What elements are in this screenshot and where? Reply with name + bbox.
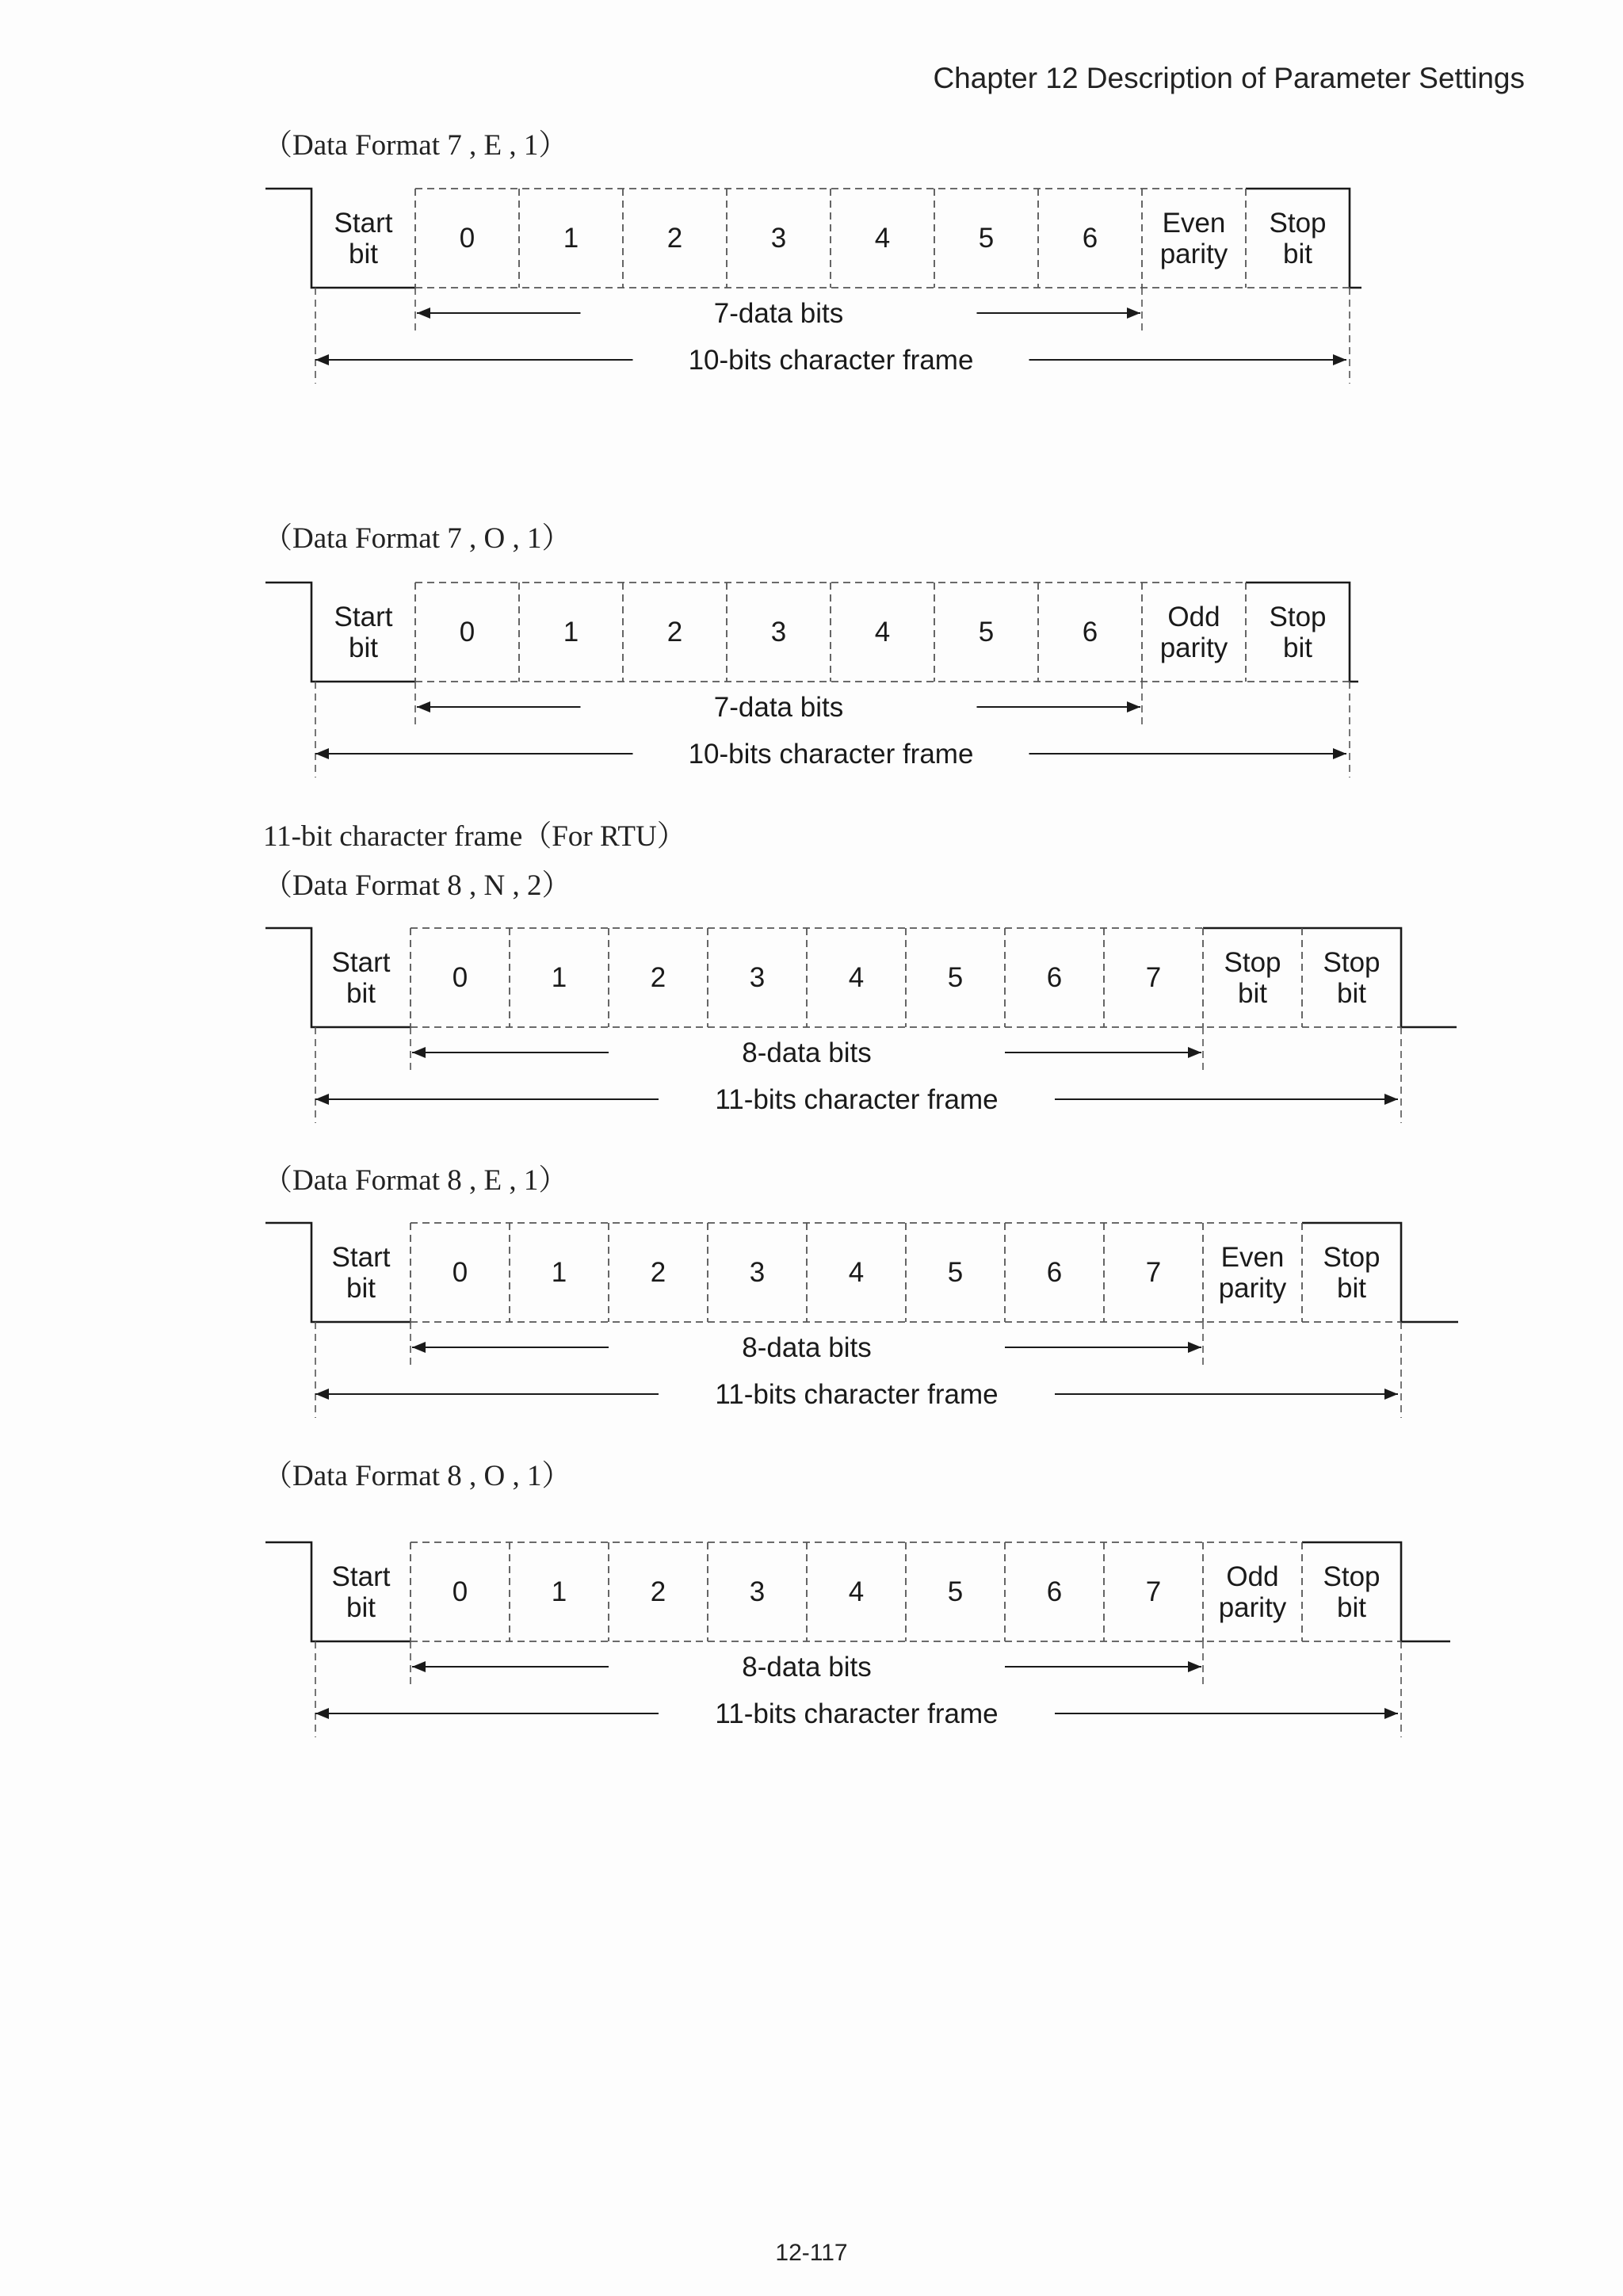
character-frame-span-arrowhead-left xyxy=(315,1389,329,1400)
character-frame-span-arrowhead-right xyxy=(1384,1094,1398,1105)
character-frame-span-label: 10-bits character frame xyxy=(688,345,974,376)
bit-cell-label: 1 xyxy=(563,617,579,648)
bit-cell-label-line: Start xyxy=(331,1242,391,1273)
data-bits-span-arrowhead-left xyxy=(412,1047,426,1058)
bit-cell-label: 0 xyxy=(452,1576,468,1607)
data-bits-span-label: 8-data bits xyxy=(742,1652,872,1683)
bit-cell-label-line: Stop xyxy=(1224,947,1281,978)
bit-cell-label-line: bit xyxy=(1337,1592,1366,1623)
data-bits-span-label: 8-data bits xyxy=(742,1332,872,1363)
page-number: 12-117 xyxy=(775,2240,848,2266)
character-frame-span-arrowhead-left xyxy=(315,748,329,759)
data-bits-span-arrowhead-right xyxy=(1188,1661,1201,1672)
character-frame-span-label: 10-bits character frame xyxy=(688,739,974,770)
character-frame-span-arrowhead-right xyxy=(1333,354,1346,365)
bit-cell-label-line: Start xyxy=(334,208,393,239)
bit-frame-diagram-8o1 xyxy=(0,1532,1623,1762)
bit-cell-label-line: Even xyxy=(1162,208,1226,239)
bit-cell-label: 4 xyxy=(848,962,865,993)
bit-cell-label-line: bit xyxy=(1283,632,1312,663)
data-bits-span-arrowhead-left xyxy=(412,1342,426,1353)
bit-cell-label: 5 xyxy=(947,1576,964,1607)
bit-cell-label xyxy=(332,1242,391,1304)
bit-cell-label: 7 xyxy=(1145,962,1162,993)
bit-cell-label xyxy=(334,208,393,269)
bit-frame-diagram-7e1 xyxy=(0,178,1623,408)
data-bits-span-arrowhead-right xyxy=(1188,1342,1201,1353)
character-frame-span-arrowhead-left xyxy=(315,1094,329,1105)
bit-frame-diagram-8e1 xyxy=(0,1213,1623,1442)
bit-cell-label-line: bit xyxy=(1337,978,1366,1009)
bit-cell-label xyxy=(1270,208,1327,269)
data-bits-span-arrowhead-right xyxy=(1127,701,1140,712)
bit-cell-label xyxy=(1323,947,1381,1009)
data-bits-span-arrowhead-left xyxy=(412,1661,426,1672)
frame-caption-7e1: （Data Format 7 , E , 1） xyxy=(263,129,568,162)
bit-cell-label-line: Stop xyxy=(1323,1561,1381,1592)
bit-cell-label-line: Stop xyxy=(1323,947,1381,978)
bit-cell-label xyxy=(332,1561,391,1623)
bit-cell-label-line: Start xyxy=(331,947,391,978)
bit-cell-label: 3 xyxy=(770,223,787,254)
bit-cell-label xyxy=(1219,1242,1287,1304)
bit-cell-label-line: bit xyxy=(1283,239,1312,269)
bit-cell-label xyxy=(334,602,393,663)
bit-cell-label: 3 xyxy=(770,617,787,648)
bit-cell-label: 0 xyxy=(452,962,468,993)
bit-cell-label-line: Odd xyxy=(1167,602,1220,632)
bit-cell-label: 4 xyxy=(848,1257,865,1288)
bit-cell-label xyxy=(1323,1242,1381,1304)
data-bits-span-label: 7-data bits xyxy=(713,692,844,723)
data-bits-span-arrowhead-right xyxy=(1188,1047,1201,1058)
bit-cell-label-line: bit xyxy=(1337,1273,1366,1304)
bit-cell-label: 7 xyxy=(1145,1257,1162,1288)
bit-cell-label: 5 xyxy=(947,1257,964,1288)
bit-cell-label xyxy=(332,947,391,1009)
bit-cell-label: 6 xyxy=(1046,962,1063,993)
bit-cell-label xyxy=(1160,208,1228,269)
bit-cell-label xyxy=(1219,1561,1287,1623)
bit-cell-label: 6 xyxy=(1046,1257,1063,1288)
bit-cell-label-line: Odd xyxy=(1226,1561,1279,1592)
bit-cell-label: 2 xyxy=(650,1257,666,1288)
bit-cell-label: 5 xyxy=(978,223,995,254)
frame-caption-8e1: （Data Format 8 , E , 1） xyxy=(263,1164,568,1197)
bit-cell-label: 1 xyxy=(551,1576,567,1607)
character-frame-span-arrowhead-right xyxy=(1333,748,1346,759)
bit-cell-label xyxy=(1270,602,1327,663)
data-bits-span-arrowhead-left xyxy=(417,308,430,319)
bit-cell-label xyxy=(1160,602,1228,663)
character-frame-span-label: 11-bits character frame xyxy=(715,1084,999,1115)
bit-cell-label: 6 xyxy=(1082,223,1098,254)
bit-cell-label: 6 xyxy=(1082,617,1098,648)
bit-cell-label: 4 xyxy=(874,617,891,648)
bit-cell-label-line: Start xyxy=(331,1561,391,1592)
bit-cell-label-line: Start xyxy=(334,602,393,632)
character-frame-span-arrowhead-left xyxy=(315,354,329,365)
bit-cell-label: 2 xyxy=(666,223,683,254)
frame-caption-7o1: （Data Format 7 , O , 1） xyxy=(263,522,571,555)
data-bits-span-arrowhead-left xyxy=(417,701,430,712)
bit-cell-label: 3 xyxy=(749,962,766,993)
running-header: Chapter 12 Description of Parameter Settings xyxy=(933,62,1525,94)
bit-cell-label-line: Stop xyxy=(1269,208,1327,239)
bit-cell-label-line: bit xyxy=(349,239,378,269)
bit-cell-label: 5 xyxy=(947,962,964,993)
data-bits-span-label: 7-data bits xyxy=(713,298,844,329)
bit-frame-diagram-7o1 xyxy=(0,572,1623,802)
bit-cell-label-line: parity xyxy=(1218,1592,1287,1623)
bit-cell-label: 6 xyxy=(1046,1576,1063,1607)
bit-cell-label: 0 xyxy=(459,223,475,254)
bit-cell-label: 4 xyxy=(848,1576,865,1607)
character-frame-span-arrowhead-right xyxy=(1384,1708,1398,1719)
bit-cell-label xyxy=(1224,947,1281,1009)
character-frame-span-arrowhead-left xyxy=(315,1708,329,1719)
bit-cell-label: 1 xyxy=(551,962,567,993)
bit-cell-label-line: parity xyxy=(1218,1273,1287,1304)
character-frame-span-arrowhead-right xyxy=(1384,1389,1398,1400)
bit-cell-label-line: bit xyxy=(346,1592,376,1623)
bit-cell-label-line: Even xyxy=(1220,1242,1285,1273)
data-bits-span-arrowhead-right xyxy=(1127,308,1140,319)
bit-cell-label-line: bit xyxy=(349,632,378,663)
bit-cell-label: 4 xyxy=(874,223,891,254)
bit-cell-label xyxy=(1323,1561,1381,1623)
bit-cell-label: 7 xyxy=(1145,1576,1162,1607)
data-bits-span-label: 8-data bits xyxy=(742,1037,872,1068)
bit-cell-label: 0 xyxy=(452,1257,468,1288)
bit-cell-label: 3 xyxy=(749,1576,766,1607)
bit-cell-label: 3 xyxy=(749,1257,766,1288)
frame-caption-8o1: （Data Format 8 , O , 1） xyxy=(263,1460,571,1492)
bit-cell-label: 2 xyxy=(650,962,666,993)
character-frame-span-label: 11-bits character frame xyxy=(715,1698,999,1729)
section-title-rtu: 11-bit character frame（For RTU） xyxy=(263,820,686,853)
bit-cell-label: 5 xyxy=(978,617,995,648)
bit-cell-label-line: Stop xyxy=(1269,602,1327,632)
bit-cell-label-line: parity xyxy=(1159,632,1228,663)
bit-cell-label: 1 xyxy=(563,223,579,254)
bit-cell-label-line: bit xyxy=(1238,978,1267,1009)
bit-cell-label-line: bit xyxy=(346,978,376,1009)
frame-caption-8n2: （Data Format 8 , N , 2） xyxy=(263,869,571,902)
bit-cell-label-line: bit xyxy=(346,1273,376,1304)
bit-cell-label: 2 xyxy=(666,617,683,648)
bit-cell-label-line: Stop xyxy=(1323,1242,1381,1273)
bit-cell-label: 1 xyxy=(551,1257,567,1288)
bit-cell-label: 0 xyxy=(459,617,475,648)
bit-cell-label: 2 xyxy=(650,1576,666,1607)
bit-frame-diagram-8n2 xyxy=(0,918,1623,1148)
bit-cell-label-line: parity xyxy=(1159,239,1228,269)
character-frame-span-label: 11-bits character frame xyxy=(715,1379,999,1410)
